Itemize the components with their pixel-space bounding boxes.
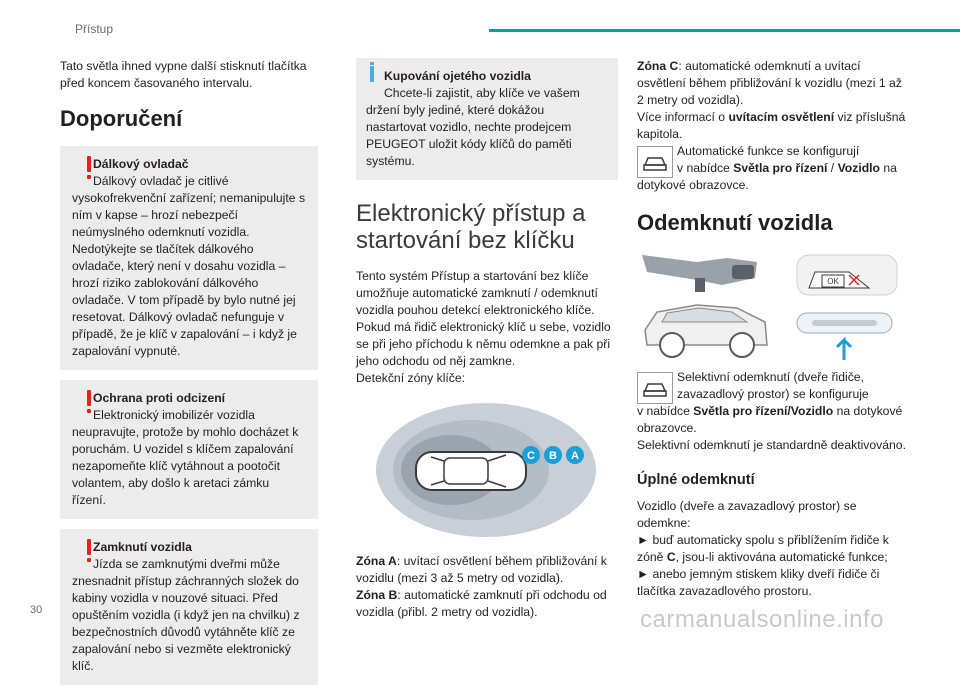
info-first-line: Chcete-li zajistit, aby klíče ve vašem xyxy=(384,86,580,100)
intro-text: Tato světla ihned vypne další stisknutí tlačítka před koncem časovaného intervalu. xyxy=(60,59,307,90)
key-fob-in-hand-icon xyxy=(642,255,757,292)
section-header: Přístup xyxy=(75,22,114,36)
full-unlock-bullet-1: ► buď automaticky spolu s přiblížením řidiče k zóně C, jsou-li aktivována automatické funkce; xyxy=(637,533,889,564)
zone-badge-c xyxy=(522,446,540,464)
zone-badge-b xyxy=(544,446,562,464)
info-icon xyxy=(370,62,375,88)
info-body: držení byly jediné, které dokážou nastartovat vozidlo, nechte prodejcem PEUGEOT uložit kódy klíčů do paměti systému. xyxy=(366,103,572,168)
car-screen-icon xyxy=(797,255,897,295)
zone-badge-c-label: C xyxy=(527,450,535,462)
zone-a-description xyxy=(356,553,618,587)
zone-badge-b-label: B xyxy=(549,450,557,462)
zone-a-text: : uvítací osvětlení během přibližování k vozidlu (mezi 3 až 5 metry od vozidla). xyxy=(356,554,607,585)
heading-recommendations: Doporučení xyxy=(60,106,183,131)
warning-icon xyxy=(87,539,92,565)
door-handle-icon xyxy=(797,313,892,360)
full-unlock-bullet-2: ► anebo jemným stiskem kliky dveří řidiče či tlačítka zavazadlového prostoru. xyxy=(637,567,880,598)
warning-title: Ochrana proti odcizení xyxy=(93,391,226,405)
zone-b-description xyxy=(356,587,618,621)
page-number: 30 xyxy=(30,604,43,616)
car-topview-icon xyxy=(416,452,526,490)
warning-body: neupravujte, protože by mohlo docházet k poruchám. U vozidel s klíčem zapalování nezapomeňte klíč vytáhnout a pootočit volantem, aby došlo k aretaci zámku řízení. xyxy=(72,425,299,507)
full-unlock-intro: Vozidlo (dveře a zavazadlový prostor) se odemkne: xyxy=(637,499,857,530)
info-box-used-car xyxy=(356,58,618,180)
zone-b-text: : automatické zamknutí při odchodu od vozidla (přibl. 2 metry od vozidla). xyxy=(356,588,607,619)
keyless-paragraph: Tento systém Přístup a startování bez klíče umožňuje automatické zamknutí / odemknutí vozidla pouhou detekcí elektronického klíče. Pokud má řidič elektronický klíč u sebe, vozidlo se při jeho příchodu k němu odemkne a pak při jeho odchodu od něj zamkne. xyxy=(356,269,611,368)
info-title: Kupování ojetého vozidla xyxy=(384,69,531,83)
config-first-line: Automatické funkce se konfigurují xyxy=(677,144,860,158)
subheading-full-unlock: Úplné odemknutí xyxy=(637,472,755,488)
config-note xyxy=(637,143,907,194)
header-accent-bar xyxy=(489,29,960,32)
selective-line3: v nabídce Světla pro řízení/Vozidlo na dotykové obrazovce. xyxy=(637,404,903,435)
zone-c-text: : automatické odemknutí a uvítací osvětlení během přibližování k vozidlu (mezi 1 až 2 metry od vozidla). xyxy=(637,59,902,107)
selective-line1: Selektivní odemknutí (dveře řidiče, xyxy=(677,370,864,384)
warning-box-antitheft xyxy=(60,380,318,519)
zone-a-label: Zóna A xyxy=(356,554,397,568)
zone-badge-a-label: A xyxy=(571,450,579,462)
warning-icon xyxy=(87,390,92,416)
warning-first-line: Elektronický imobilizér vozidla xyxy=(93,408,255,422)
ok-label: OK xyxy=(827,277,839,286)
zones-label: Detekční zóny klíče: xyxy=(356,371,466,385)
warning-box-remote xyxy=(60,146,318,370)
more-info-text: Více informací o uvítacím osvětlení viz příslušná kapitola. xyxy=(637,110,906,141)
selective-line2: zavazadlový prostor) se konfiguruje xyxy=(677,387,869,401)
column-1 xyxy=(60,58,318,695)
heading-keyless: Elektronický přístup a startování bez klíčku xyxy=(356,200,586,254)
car-settings-icon xyxy=(637,146,673,178)
warning-box-locking xyxy=(60,529,318,685)
key-zones-diagram xyxy=(356,395,618,545)
warning-title: Zamknutí vozidla xyxy=(93,540,192,554)
selective-line4: Selektivní odemknutí je standardně deaktivováno. xyxy=(637,438,906,452)
config-second-line: v nabídce Světla pro řízení / Vozidlo na xyxy=(677,161,897,175)
column-3 xyxy=(637,58,907,600)
heading-unlocking: Odemknutí vozidla xyxy=(637,210,833,235)
warning-title: Dálkový ovladač xyxy=(93,157,189,171)
warning-icon xyxy=(87,156,92,182)
warning-body: vysokofrekvenční zařízení; nemanipulujte s ním v kapse – hrozí nebezpečí neúmyslného odemknutí vozidla. Nedotýkejte se tlačítek dálkového ovladače, který není v dosahu vozidla – hrozí riziko zablokování dálkového ovladače. V tom případě by bylo nutné jej resetovat. Dálkový ovladač nefunguje v případě, že je klíč v zapalování – i když je zapalování vypnuté. xyxy=(72,191,306,358)
zone-c-label: Zóna C xyxy=(637,59,679,73)
unlocking-illustration xyxy=(637,250,907,365)
watermark: carmanualsonline.info xyxy=(640,606,884,633)
warning-first-line: Dálkový ovladač je citlivé xyxy=(93,174,229,188)
config-third-line: dotykové obrazovce. xyxy=(637,178,749,192)
warning-first-line: Jízda se zamknutými dveřmi může xyxy=(93,557,280,571)
car-settings-icon xyxy=(637,372,673,404)
column-2 xyxy=(356,58,618,621)
zone-badge-a xyxy=(566,446,584,464)
warning-body: znesnadnit přístup záchranných složek do kabiny vozidla v nouzové situaci. Před opuštěním vozidla (i když jen na chvilku) z bezpečnostních důvodů vytáhněte klíč ze zapalování nebo si vezměte elektronický klíč. xyxy=(72,574,300,673)
more-info-bold: uvítacím osvětlení xyxy=(728,110,835,124)
zone-b-label: Zóna B xyxy=(356,588,398,602)
zone-c-description xyxy=(637,58,907,109)
suv-car-illustration xyxy=(645,305,767,357)
selective-note xyxy=(637,369,907,454)
